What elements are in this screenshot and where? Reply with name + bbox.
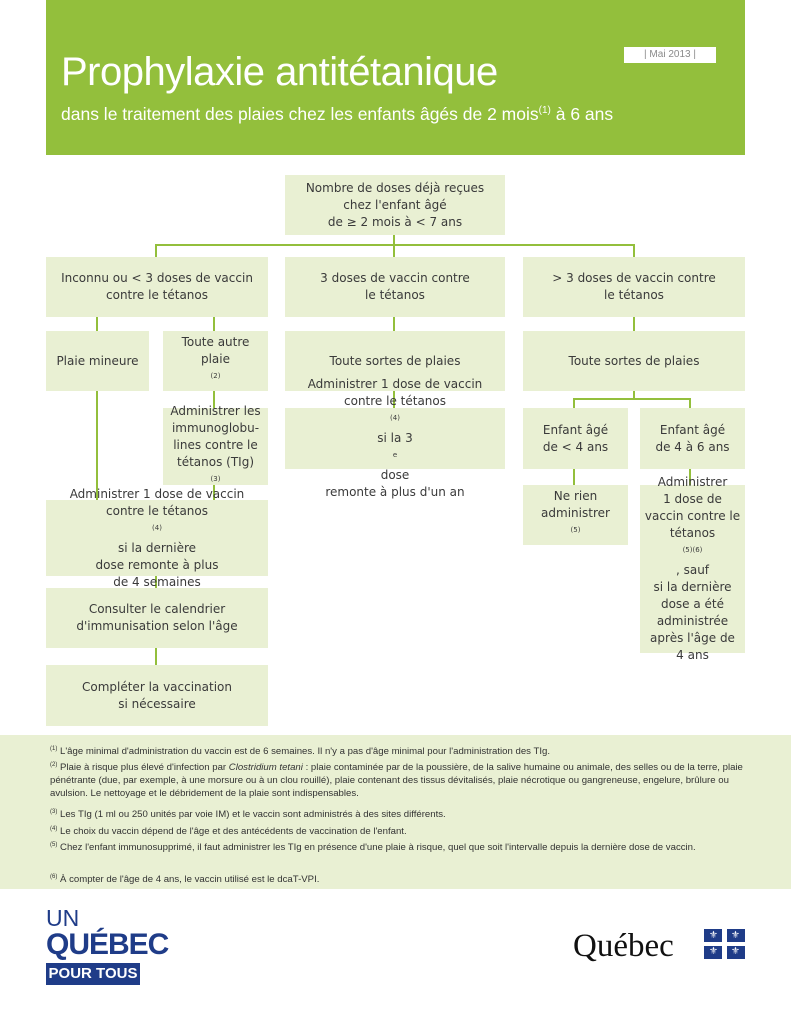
footnote-5: $^{(5)}$ Chez l'enfant immunosupprimé, il faut administrer les TIg en présence d'une plaie à risque, quel que soit l'intervalle depuis la dernière dose de vaccin. xyxy=(50,842,696,854)
all-wounds-more-box: Toute sortes de plaies xyxy=(523,331,745,391)
footnote-4: $^{(4)}$ Le choix du vaccin dépend de l'âge et des antécédents de vaccination de l'enfant. xyxy=(50,826,407,838)
connector-left-drop xyxy=(155,244,157,257)
branch-more-3-doses: > 3 doses de vaccin contre le tétanos xyxy=(523,257,745,317)
connector-mid-drop xyxy=(393,244,395,257)
footnote-3: $^{(3)}$ Les TIg (1 ml ou 250 unités par voie IM) et le vaccin sont administrés à des sites différents. xyxy=(50,809,446,821)
logo-quebec-text: QUÉBEC xyxy=(46,928,169,961)
branch-unknown-doses: Inconnu ou < 3 doses de vaccin contre le tétanos xyxy=(46,257,268,317)
page-subtitle: dans le traitement des plaies chez les enfants âgés de 2 mois$^{(1)}$ à 6 ans xyxy=(61,104,614,124)
connector-right-to-wounds xyxy=(633,317,635,331)
connector-under4-down xyxy=(573,469,575,485)
footnote-2: $^{(2)}$ Plaie à risque plus élevé d'infection par Clostridium tetani : plaie contaminée par de la poussière, de la salive humaine ou animale, des selles ou de la terre, plaie pénétrante (due, par exemple, à une morsure ou à un clou rouillé), plaie contenant des tissus dévitalisés, plaie nécrotique ou gangreneuse, engelure, brûlure ou avulsion. Le nettoyage et le débridement de la plaie sont indispensables. xyxy=(50,762,743,800)
logo-pour-tous: POUR TOUS xyxy=(46,963,140,985)
date-label: | Mai 2013 | xyxy=(624,47,716,63)
complete-box: Compléter la vaccination si nécessaire xyxy=(46,665,268,726)
admin-unknown-box: Administrer 1 dose de vaccin contre le tétanos $^{(4)}$ si la dernière dose remonte à plus de 4 semaines xyxy=(46,500,268,576)
other-wound-box: Toute autre plaie $^{(2)}$ xyxy=(163,331,268,391)
child-4-to-6-box: Enfant âgé de 4 à 6 ans xyxy=(640,408,745,469)
logo-un-text: UN xyxy=(46,905,80,931)
admin-4-to-6-box: Administrer 1 dose de vaccin contre le tétanos $^{(5)(6)}$ , sauf si la dernière dose a été administrée après l'âge de 4 ans xyxy=(640,485,745,653)
connector-left-to-minor xyxy=(96,317,98,331)
minor-wound-box: Plaie mineure xyxy=(46,331,149,391)
page-title: Prophylaxie antitétanique xyxy=(61,50,498,94)
tig-admin-box: Administrer les immunoglobu- lines contre le tétanos (TIg) $^{(3)}$ xyxy=(163,408,268,485)
connector-mid-to-wounds xyxy=(393,317,395,331)
connector-left-to-other xyxy=(213,317,215,331)
child-under-4-box: Enfant âgé de < 4 ans xyxy=(523,408,628,469)
all-wounds-3-box: Toute sortes de plaies xyxy=(285,331,505,391)
connector-right-drop xyxy=(633,244,635,257)
calendar-box: Consulter le calendrier d'immunisation selon l'âge xyxy=(46,588,268,648)
branch-3-doses: 3 doses de vaccin contre le tétanos xyxy=(285,257,505,317)
nothing-box: Ne rien administrer $^{(5)}$ xyxy=(523,485,628,545)
connector-calendar-to-complete xyxy=(155,648,157,665)
root-box: Nombre de doses déjà reçues chez l'enfant âgé de ≥ 2 mois à < 7 ans xyxy=(285,175,505,235)
connector-horizontal xyxy=(155,244,635,246)
connector-to-under4 xyxy=(573,398,575,408)
gov-quebec-wordmark: Québec xyxy=(573,928,674,964)
connector-minor-down xyxy=(96,391,98,500)
footnote-1: $^{(1)}$ L'âge minimal d'administration du vaccin est de 6 semaines. Il n'y a pas d'âge minimal pour l'administration des TIg. xyxy=(50,746,550,758)
connector-children-horizontal xyxy=(573,398,690,400)
quebec-flag-icon: ⚜ ⚜ ⚜ ⚜ xyxy=(704,929,745,959)
connector-to-4to6 xyxy=(689,398,691,408)
admin-3-doses-box: Administrer 1 dose de vaccin contre le tétanos $^{(4)}$ si la 3 $^e$ dose remonte à plus d'un an xyxy=(285,408,505,469)
footnote-6: $^{(6)}$ À compter de l'âge de 4 ans, le vaccin utilisé est le dcaT-VPI. xyxy=(50,874,320,886)
